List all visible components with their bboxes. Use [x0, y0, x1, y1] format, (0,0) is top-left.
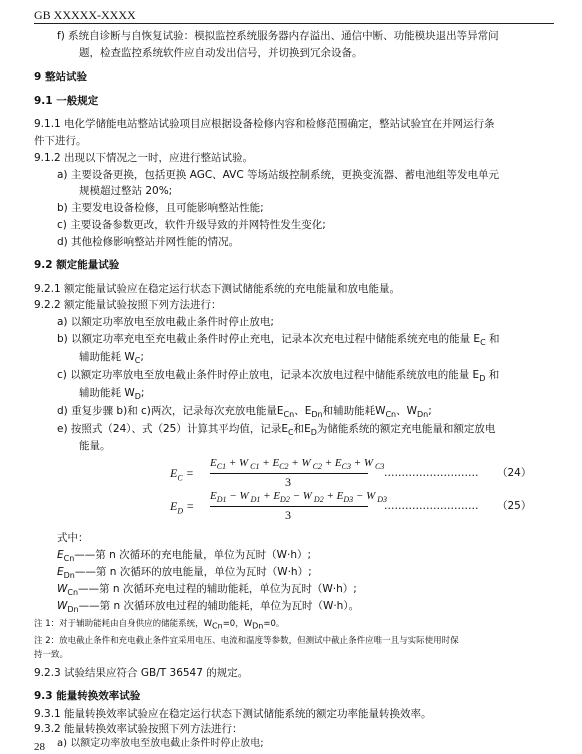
eq25-dots: ………………………: [384, 500, 479, 512]
eq25-fraction-bar: [210, 506, 368, 507]
eq25-numerator: $E_{D1} - W$ $_{D1} + E_{D2} - W$ $_{D2} + E_{D3} - W$ $_{D3}$: [210, 490, 388, 505]
def-ecn: $E_{Cn}——$第 n 次循环的充电能量，单位为瓦时（W·h）;: [57, 549, 312, 564]
item-c: c) 主要设备参数更改，软件升级导致的并网特性发生变化;: [57, 219, 326, 231]
eq24-lhs: $E_C$ =: [170, 466, 194, 483]
clause-9-1-1-cont: 件下进行。: [34, 135, 87, 147]
clause-9-2-3: 9.2.3 试验结果应符合 GB/T 36547 的规定。: [34, 667, 249, 679]
eq24-fraction-bar: [210, 473, 368, 474]
note-2: 注 2：放电截止条件和充电截止条件宜采用电压、电流和温度等参数，但测试中截止条件应唯一且与实际使用时保: [34, 636, 459, 646]
step-c: c) 以额定功率放电至放电截止条件时停止放电，记录本次放电过程中储能系统放电的能量 $E_D$ 和: [57, 369, 500, 384]
header-rule: [34, 23, 554, 24]
eq25-denominator: 3: [285, 508, 291, 522]
step-a: a) 以额定功率放电至放电截止条件时停止放电;: [57, 316, 274, 328]
step-e: e) 按照式（24）、式（25）计算其平均值，记录$E_C$和$E_D$为储能系统的额定充电能量和额定放电: [57, 423, 496, 438]
section-9-1-title: 9.1 一般规定: [34, 95, 99, 107]
def-wcn: $W_{Cn}——$第 n 次循环充电过程的辅助能耗，单位为瓦时（W·h）;: [57, 583, 357, 598]
eq24-numerator: $E_{C1} + W$ $_{C1} + E_{C2} + W$ $_{C2} + E_{C3} + W$ $_{C3}$: [210, 457, 385, 472]
section-9-3-title: 9.3 能量转换效率试验: [34, 690, 141, 702]
eq25-tag: （25）: [497, 500, 532, 512]
eq24-dots: ………………………: [384, 467, 479, 479]
step-b: b) 以额定功率充电至充电截止条件时停止充电，记录本次充电过程中储能系统充电的能量 $E_C$ 和: [57, 333, 500, 348]
page-number: 28: [34, 741, 45, 753]
clause-9-1-1: 9.1.1 电化学储能电站整站试验项目应根据设备检修内容和检修范围确定，整站试验宜在并网运行条: [34, 118, 495, 130]
section-9-title: 9 整站试验: [34, 71, 87, 83]
note-2-cont: 持一致。: [34, 650, 69, 660]
eq25-lhs: $E_D$ =: [170, 499, 195, 516]
clause-9-3-1: 9.3.1 能量转换效率试验应在稳定运行状态下测试储能系统的额定功率能量转换效率。: [34, 708, 432, 720]
clause-9-1-2: 9.1.2 出现以下情况之一时，应进行整站试验。: [34, 152, 254, 164]
def-edn: $E_{Dn}——$第 n 次循环的放电能量，单位为瓦时（W·h）;: [57, 566, 312, 581]
step-e-cont: 能量。: [79, 440, 111, 452]
step-c-cont: 辅助能耗 $W_D$;: [79, 387, 145, 402]
item-a: a) 主要设备更换，包括更换 AGC、AVC 等场站级控制系统，更换变流器、蓄电池组等发电单元: [57, 169, 500, 181]
def-wdn: $W_{Dn}——$第 n 次循环放电过程的辅助能耗，单位为瓦时（W·h）。: [57, 600, 360, 615]
page-header: GB XXXXX-XXXX: [34, 8, 136, 22]
item-b: b) 主要发电设备检修，且可能影响整站性能;: [57, 202, 264, 214]
eq24-denominator: 3: [285, 475, 291, 489]
step-9-3-a: a) 以额定功率放电至放电截止条件时停止放电;: [57, 738, 264, 749]
clause-9-3-2: 9.3.2 能量转换效率试验按照下列方法进行：: [34, 723, 243, 735]
where-label: 式中：: [57, 532, 89, 544]
step-b-cont: 辅助能耗 $W_C$;: [79, 351, 144, 366]
clause-9-2-2: 9.2.2 额定能量试验按照下列方法进行：: [34, 299, 222, 311]
item-f-cont: 题，检查监控系统软件应自动发出信号，并切换到冗余设备。: [79, 47, 363, 59]
item-a-cont: 规模超过整站 20%;: [79, 185, 173, 197]
item-f: f) 系统自诊断与自恢复试验：模拟监控系统服务器内存溢出、通信中断、功能模块退出等异常问: [57, 30, 499, 42]
step-d: d) 重复步骤 b)和 c)两次，记录每次充放电能量$E_{Cn}$、$E_{Dn}$和辅助能耗$W_{Cn}$、$W_{Dn}$;: [57, 405, 432, 420]
clause-9-2-1: 9.2.1 额定能量试验应在稳定运行状态下测试储能系统的充电能量和放电能量。: [34, 283, 401, 295]
note-1: 注 1：对于辅助能耗由自身供应的储能系统，$W_{Cn}=0$，$W_{Dn}=0$。: [34, 619, 285, 631]
item-d: d) 其他检修影响整站并网性能的情况。: [57, 236, 240, 248]
section-9-2-title: 9.2 额定能量试验: [34, 259, 120, 271]
eq24-tag: （24）: [497, 467, 532, 479]
